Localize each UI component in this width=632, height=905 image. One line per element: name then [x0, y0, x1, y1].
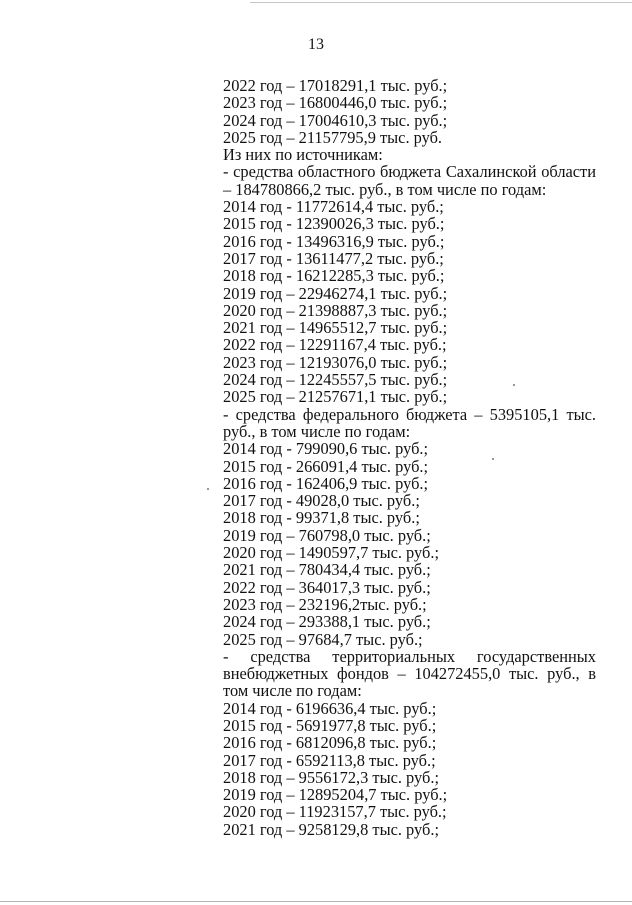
year-line: 2021 год – 780434,4 тыс. руб.;: [223, 560, 431, 580]
year-line: 2015 год - 12390026,3 тыс. руб.;: [223, 214, 445, 234]
year-line: 2022 год – 364017,3 тыс. руб.;: [223, 577, 431, 597]
year-line: 2014 год - 6196636,4 тыс. руб.;: [223, 698, 437, 718]
year-line: 2020 год – 11923157,7 тыс. руб.;: [223, 802, 447, 822]
year-line: 2024 год – 17004610,3 тыс. руб.;: [223, 110, 448, 130]
year-line: 2020 год – 21398887,3 тыс. руб.;: [223, 300, 448, 320]
bottom-scan-edge: [0, 901, 632, 902]
year-line: 2022 год – 12291167,4 тыс. руб.;: [223, 335, 447, 355]
year-line: 2018 год – 9556172,3 тыс. руб.;: [223, 767, 439, 787]
year-line: 2018 год - 99371,8 тыс. руб.;: [223, 508, 420, 528]
year-line: 2015 год - 266091,4 тыс. руб.;: [223, 456, 429, 476]
year-line: 2019 год – 22946274,1 тыс. руб.;: [223, 283, 448, 303]
year-line: 2017 год - 6592113,8 тыс. руб.;: [223, 750, 436, 770]
top-scan-edge: [250, 2, 632, 3]
year-line: 2016 год - 6812096,8 тыс. руб.;: [223, 733, 437, 753]
year-line: 2019 год – 12895204,7 тыс. руб.;: [223, 785, 448, 805]
sources-intro: Из них по источникам:: [223, 145, 383, 165]
federal-year-list: [223, 440, 596, 648]
year-line: 2025 год – 21157795,9 тыс. руб.: [223, 127, 443, 147]
funds-year-list: [223, 700, 596, 838]
year-line: 2014 год - 11772614,4 тыс. руб.;: [223, 197, 444, 217]
extrabudgetary-funds-heading: - средства территориальных государственных внебюджетных фондов – 104272455,0 тыс. руб., в том числе по годам:: [223, 646, 596, 701]
year-line: 2020 год – 1490597,7 тыс. руб.;: [223, 543, 439, 563]
federal-budget-heading: - средства федерального бюджета – 5395105,1 тыс. руб., в том числе по годам:: [223, 404, 596, 441]
year-line: 2025 год – 97684,7 тыс. руб.;: [223, 629, 423, 649]
year-line: 2024 год – 12245557,5 тыс. руб.;: [223, 370, 448, 390]
year-line: 2024 год – 293388,1 тыс. руб.;: [223, 612, 431, 632]
year-line: 2021 год – 14965512,7 тыс. руб.;: [223, 318, 448, 338]
year-line: 2019 год – 760798,0 тыс. руб.;: [223, 525, 431, 545]
scan-speck: [513, 384, 515, 386]
year-line: 2016 год - 13496316,9 тыс. руб.;: [223, 231, 445, 251]
year-line: 2014 год - 799090,6 тыс. руб.;: [223, 439, 429, 459]
year-line: 2015 год - 5691977,8 тыс. руб.;: [223, 715, 437, 735]
scan-speck: [492, 458, 494, 460]
regional-budget-heading: - средства областного бюджета Сахалинской области – 184780866,2 тыс. руб., в том числе по годам:: [223, 162, 596, 199]
year-line: 2025 год – 21257671,1 тыс. руб.;: [223, 387, 448, 407]
scan-speck: [207, 488, 209, 490]
regional-year-list: [223, 198, 596, 406]
year-line: 2023 год – 12193076,0 тыс. руб.;: [223, 352, 448, 372]
page-number: 13: [308, 36, 324, 53]
total-year-list: [223, 77, 596, 146]
document-body: [223, 77, 596, 838]
year-line: 2017 год - 49028,0 тыс. руб.;: [223, 491, 420, 511]
year-line: 2016 год - 162406,9 тыс. руб.;: [223, 473, 429, 493]
year-line: 2021 год – 9258129,8 тыс. руб.;: [223, 819, 439, 839]
year-line: 2017 год - 13611477,2 тыс. руб.;: [223, 248, 444, 268]
year-line: 2022 год – 17018291,1 тыс. руб.;: [223, 76, 448, 95]
year-line: 2023 год – 16800446,0 тыс. руб.;: [223, 93, 448, 113]
year-line: 2023 год – 232196,2тыс. руб.;: [223, 594, 427, 614]
year-line: 2018 год - 16212285,3 тыс. руб.;: [223, 266, 445, 286]
